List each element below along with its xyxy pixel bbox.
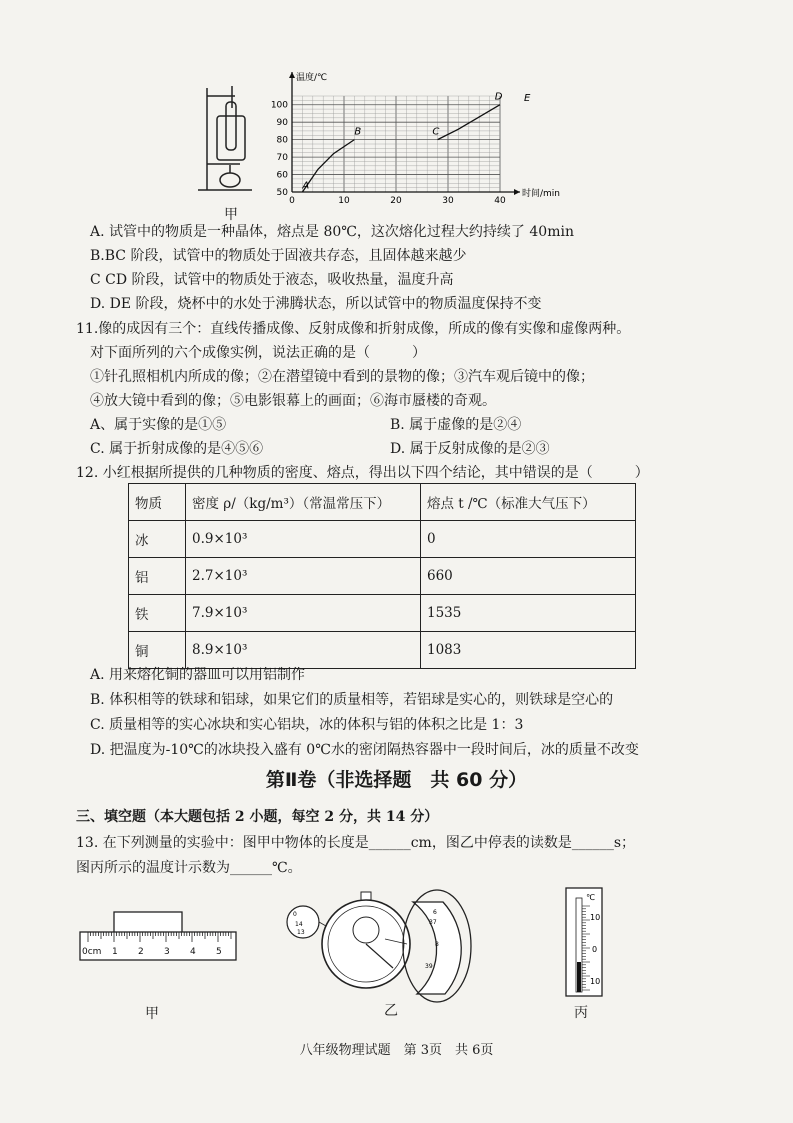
- x-tick-label: 0: [289, 196, 295, 206]
- q10-option-b: B.BC 阶段，试管中的物质处于固液共存态，且固体越来越少: [90, 248, 467, 264]
- ruler-figure: [76, 908, 240, 970]
- q11-option-b: B. 属于虚像的是②④: [390, 417, 522, 433]
- q12-stem: 12. 小红根据所提供的几种物质的密度、熔点，得出以下四个结论，其中错误的是（ ）: [76, 465, 649, 481]
- density-melting-table: [128, 483, 636, 669]
- stopwatch-figure: [285, 884, 495, 1004]
- q12-option-d: D. 把温度为-10℃的冰块投入盛有 0℃水的密闭隔热容器中一段时间后，冰的质量不改变: [90, 742, 639, 758]
- table-cell: 0: [421, 521, 636, 558]
- section3-title: 三、填空题（本大题包括 2 小题，每空 2 分，共 14 分）: [76, 809, 439, 825]
- q10-option-d: D. DE 阶段，烧杯中的水处于沸腾状态，所以试管中的物质温度保持不变: [90, 296, 542, 312]
- y-tick-label: 100: [270, 100, 288, 111]
- table-cell: 0.9×10³: [186, 521, 421, 558]
- table-row: [129, 521, 636, 558]
- x-axis-arrow: [514, 189, 520, 195]
- ruler-label: 4: [190, 947, 196, 957]
- point-label: B: [354, 126, 362, 138]
- q13-line1: 13. 在下列测量的实验中：图甲中物体的长度是______cm，图乙中停表的读数是______s；: [76, 835, 636, 851]
- x-tick-label: 10: [338, 196, 350, 206]
- table-cell: 2.7×10³: [186, 558, 421, 595]
- x-tick-label: 30: [442, 196, 454, 206]
- q11-stem-line1: 11.像的成因有三个：直线传播成像、反射成像和折射成像，所成的像有实像和虚像两种。: [76, 321, 631, 337]
- ruler-label: 5: [216, 947, 222, 957]
- apparatus-illustration: [198, 86, 252, 190]
- mercury-column: [577, 962, 581, 992]
- table-header-row: [129, 484, 636, 521]
- table-header: 物质: [129, 484, 186, 521]
- table-header: 密度 ρ/（kg/m³）（常温常压下）: [186, 484, 421, 521]
- ruler-label: 2: [138, 947, 144, 957]
- table-cell: 冰: [129, 521, 186, 558]
- temperature-time-chart: [262, 66, 561, 216]
- table-cell: 铜: [129, 632, 186, 669]
- q12-option-c: C. 质量相等的实心冰块和实心铝块，冰的体积与铝的体积之比是 1：3: [90, 717, 524, 733]
- table-cell: 铝: [129, 558, 186, 595]
- figure-top-caption: 甲: [224, 207, 238, 223]
- thermometer-label: 0: [592, 945, 598, 954]
- table-cell: 7.9×10³: [186, 595, 421, 632]
- big-dial-label: 39: [425, 963, 433, 970]
- part2-title: 第Ⅱ卷（非选择题 共 60 分）: [265, 769, 528, 791]
- big-dial-magnified: [413, 902, 461, 994]
- q11-option-c: C. 属于折射成像的是④⑤⑥: [90, 441, 264, 457]
- ruler-label: 0cm: [82, 947, 102, 957]
- table-cell: 铁: [129, 595, 186, 632]
- big-dial-label: 6: [433, 909, 437, 916]
- table-cell: 1083: [421, 632, 636, 669]
- table-row: [129, 632, 636, 669]
- big-dial-label: 8: [435, 941, 439, 948]
- q10-option-c: C CD 阶段，试管中的物质处于液态，吸收热量，温度升高: [90, 272, 454, 288]
- point-label: A: [302, 180, 310, 192]
- q10-option-a: A. 试管中的物质是一种晶体，熔点是 80℃，这次熔化过程大约持续了 40min: [90, 224, 574, 240]
- y-axis-arrow: [289, 72, 295, 78]
- x-axis-label: 时间/min: [522, 189, 561, 199]
- y-axis-label: 温度/℃: [296, 73, 328, 83]
- stopwatch-caption: 乙: [384, 1003, 398, 1019]
- table-row: [129, 595, 636, 632]
- point-label: D: [494, 91, 503, 103]
- thermometer-figure: [560, 884, 610, 1002]
- q11-option-a: A、属于实像的是①⑤: [90, 417, 227, 433]
- q11-items-line1: ①针孔照相机内所成的像；②在潜望镜中看到的景物的像；③汽车观后镜中的像；: [90, 369, 594, 385]
- table-row: [129, 558, 636, 595]
- stopwatch-minute-dial: [353, 917, 379, 943]
- y-tick-label: 80: [276, 135, 288, 146]
- point-label: C: [432, 126, 440, 138]
- x-tick-label: 20: [390, 196, 402, 206]
- table-header: 熔点 t /℃（标准大气压下）: [421, 484, 636, 521]
- q13-line2: 图丙所示的温度计示数为______℃。: [76, 860, 302, 876]
- thermometer-label: 10: [590, 913, 601, 922]
- thermometer-label: 10: [590, 977, 601, 986]
- y-tick-label: 60: [276, 170, 288, 181]
- small-dial-label: 13: [297, 929, 305, 936]
- ruler-label: 1: [112, 947, 118, 957]
- q12-option-b: B. 体积相等的铁球和铝球，如果它们的质量相等，若铝球是实心的，则铁球是空心的: [90, 692, 614, 708]
- table-cell: 660: [421, 558, 636, 595]
- thermometer-caption: 丙: [574, 1005, 588, 1021]
- table-cell: 1535: [421, 595, 636, 632]
- ruler-label: 3: [164, 947, 170, 957]
- q11-items-line2: ④放大镜中看到的像；⑤电影银幕上的画面；⑥海市蜃楼的奇观。: [90, 393, 496, 409]
- small-dial-label: 14: [295, 921, 303, 928]
- q11-stem-line2: 对下面所列的六个成像实例，说法正确的是（ ）: [90, 345, 426, 361]
- big-dial-label: 37: [429, 919, 437, 926]
- page-footer: 八年级物理试题 第 3页 共 6页: [299, 1043, 494, 1058]
- y-tick-label: 50: [276, 188, 288, 198]
- q11-option-d: D. 属于反射成像的是②③: [390, 441, 550, 457]
- y-tick-label: 90: [276, 118, 288, 129]
- thermometer-unit: ℃: [586, 893, 595, 902]
- small-dial-label: 0: [293, 911, 297, 918]
- table-cell: 8.9×10³: [186, 632, 421, 669]
- x-tick-label: 40: [494, 196, 506, 206]
- y-tick-label: 70: [276, 153, 288, 164]
- q12-option-a: A. 用来熔化铜的器皿可以用铝制作: [90, 667, 306, 683]
- ruler-body: [80, 932, 236, 960]
- point-label: E: [524, 93, 531, 105]
- ruler-caption: 甲: [145, 1006, 159, 1022]
